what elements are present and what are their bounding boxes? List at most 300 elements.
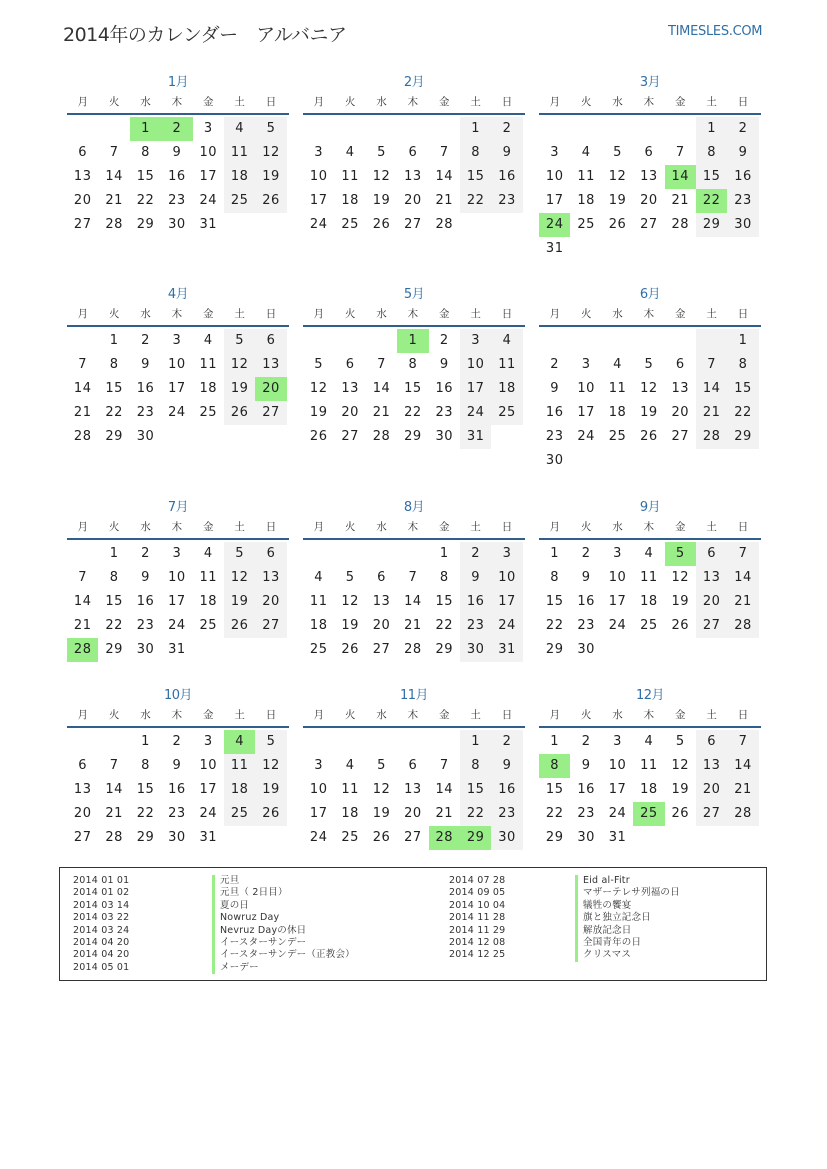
- day-cell: 6: [696, 542, 727, 566]
- month-9: [539, 499, 761, 662]
- day-cell: 18: [341, 193, 359, 208]
- day-cell: 29: [696, 213, 727, 237]
- empty-cell: [602, 329, 633, 353]
- day-cell: 19: [372, 806, 391, 821]
- holiday-dates-left: [73, 875, 183, 974]
- day-cell: 18: [640, 782, 658, 797]
- day-cell: 24: [168, 618, 186, 633]
- empty-cell: [98, 730, 129, 754]
- day-cell: 18: [577, 193, 595, 208]
- empty-cell: [633, 449, 664, 473]
- day-cell: 9: [172, 145, 182, 160]
- day-cell: 1: [130, 117, 161, 141]
- weekday-label: 金: [203, 521, 214, 533]
- day-cell: 21: [73, 405, 92, 420]
- empty-cell: [303, 730, 334, 754]
- day-cell: 7: [439, 145, 449, 160]
- day-cell: 2: [550, 357, 560, 372]
- day-cell: 21: [435, 806, 454, 821]
- day-cell: 8: [539, 754, 570, 778]
- day-cell: 13: [404, 782, 422, 797]
- weekday-header: [539, 304, 761, 327]
- day-cell: 27: [671, 429, 690, 444]
- day-cell: 10: [309, 169, 328, 184]
- holiday-name: メーデー: [212, 962, 432, 974]
- day-cell: 24: [608, 806, 627, 821]
- day-cell: 3: [314, 145, 324, 160]
- day-cell: 13: [696, 754, 727, 778]
- day-cell: 5: [255, 117, 286, 141]
- day-cell: 4: [203, 333, 213, 348]
- month-name: 4月: [167, 287, 189, 302]
- day-cell: 14: [665, 165, 696, 189]
- day-cell: 7: [109, 145, 119, 160]
- weekday-label: 金: [439, 308, 450, 320]
- day-cell: 14: [73, 594, 92, 609]
- weekday-label: 土: [470, 96, 481, 108]
- weekday-label: 日: [737, 709, 749, 721]
- weekday-header: [539, 517, 761, 540]
- empty-cell: [696, 638, 727, 662]
- day-cell: 27: [73, 217, 92, 232]
- weekday-label: 火: [108, 96, 120, 108]
- empty-cell: [633, 329, 664, 353]
- day-cell: 17: [168, 381, 186, 396]
- day-cell: 31: [545, 241, 564, 256]
- weekday-label: 火: [580, 308, 592, 320]
- day-cell: 16: [168, 782, 186, 797]
- day-cell: 16: [491, 778, 522, 802]
- day-cell: 14: [727, 566, 758, 590]
- holiday-date: 2014 05 01: [73, 961, 130, 973]
- day-cell: 7: [675, 145, 685, 160]
- weekday-label: 金: [675, 521, 686, 533]
- weekday-label: 土: [234, 308, 245, 320]
- day-cell: 18: [640, 594, 658, 609]
- day-cell: 29: [460, 826, 491, 850]
- day-cell: 15: [105, 381, 123, 396]
- day-cell: 10: [577, 381, 595, 396]
- holiday-name: 元旦（ 2日目）: [212, 887, 432, 899]
- empty-cell: [696, 826, 727, 850]
- day-cell: 11: [309, 594, 328, 609]
- empty-cell: [334, 117, 365, 141]
- empty-cell: [633, 826, 664, 850]
- day-cell: 3: [203, 734, 213, 749]
- day-cell: 21: [435, 193, 454, 208]
- month-4: [67, 286, 289, 449]
- empty-cell: [224, 213, 255, 237]
- empty-cell: [539, 329, 570, 353]
- empty-cell: [602, 449, 633, 473]
- month-7: [67, 499, 289, 662]
- day-cell: 7: [109, 758, 119, 773]
- day-cell: 26: [224, 614, 255, 638]
- day-cell: 20: [255, 590, 286, 614]
- day-cell: 19: [341, 618, 359, 633]
- day-cell: 15: [727, 377, 758, 401]
- month-name: 1月: [167, 75, 189, 90]
- day-cell: 26: [309, 429, 328, 444]
- weekday-label: 月: [77, 709, 88, 721]
- day-cell: 25: [491, 401, 522, 425]
- empty-cell: [161, 425, 192, 449]
- weekday-label: 日: [265, 521, 277, 533]
- day-cell: 9: [727, 141, 758, 165]
- day-cell: 27: [404, 830, 422, 845]
- day-cell: 22: [404, 405, 422, 420]
- day-cell: 7: [727, 542, 758, 566]
- weekday-label: 金: [675, 96, 686, 108]
- weekday-header: [303, 92, 525, 115]
- day-cell: 1: [109, 333, 119, 348]
- day-cell: 15: [460, 778, 491, 802]
- day-cell: 9: [172, 758, 182, 773]
- day-cell: 1: [397, 329, 428, 353]
- day-cell: 8: [141, 758, 150, 773]
- day-grid: [67, 542, 289, 662]
- day-cell: 19: [671, 594, 690, 609]
- day-cell: 11: [491, 353, 522, 377]
- day-cell: 7: [377, 357, 386, 372]
- day-cell: 6: [345, 357, 355, 372]
- day-cell: 16: [577, 594, 595, 609]
- weekday-label: 木: [643, 521, 655, 533]
- weekday-label: 火: [108, 308, 120, 320]
- day-cell: 20: [696, 778, 727, 802]
- weekday-label: 月: [313, 709, 324, 721]
- empty-cell: [491, 425, 522, 449]
- day-cell: 27: [372, 642, 391, 657]
- day-cell: 22: [105, 405, 123, 420]
- empty-cell: [366, 542, 397, 566]
- empty-cell: [67, 329, 98, 353]
- day-cell: 12: [255, 141, 286, 165]
- month-10: [67, 687, 289, 850]
- day-cell: 22: [545, 806, 564, 821]
- day-cell: 3: [460, 329, 491, 353]
- day-cell: 10: [545, 169, 564, 184]
- day-cell: 23: [168, 806, 186, 821]
- day-cell: 30: [577, 642, 595, 657]
- weekday-label: 日: [265, 709, 277, 721]
- day-cell: 5: [377, 758, 386, 773]
- day-grid: [67, 730, 289, 850]
- day-cell: 18: [608, 405, 627, 420]
- day-cell: 18: [199, 381, 218, 396]
- holiday-list: [59, 867, 767, 981]
- holiday-date: 2014 04 20: [73, 936, 130, 948]
- empty-cell: [570, 117, 601, 141]
- day-cell: 28: [671, 217, 690, 232]
- empty-cell: [665, 237, 696, 261]
- day-cell: 12: [372, 782, 391, 797]
- day-cell: 20: [696, 590, 727, 614]
- empty-cell: [334, 730, 365, 754]
- day-cell: 30: [727, 213, 758, 237]
- weekday-label: 日: [501, 521, 513, 533]
- empty-cell: [98, 117, 129, 141]
- empty-cell: [397, 117, 428, 141]
- day-cell: 6: [78, 758, 88, 773]
- holiday-name: イースターサンデー: [212, 937, 432, 949]
- day-cell: 25: [341, 217, 359, 232]
- day-cell: 20: [404, 193, 422, 208]
- empty-cell: [633, 117, 664, 141]
- day-cell: 7: [439, 758, 449, 773]
- day-cell: 16: [136, 381, 155, 396]
- empty-cell: [429, 117, 460, 141]
- day-cell: 27: [696, 802, 727, 826]
- day-cell: 26: [255, 802, 286, 826]
- day-cell: 12: [309, 381, 328, 396]
- day-cell: 22: [136, 193, 155, 208]
- empty-cell: [633, 638, 664, 662]
- day-cell: 2: [141, 333, 150, 348]
- holiday-date: 2014 09 05: [449, 887, 506, 899]
- day-cell: 25: [577, 217, 595, 232]
- day-cell: 4: [224, 117, 255, 141]
- day-cell: 7: [78, 570, 88, 585]
- day-cell: 13: [640, 169, 658, 184]
- day-cell: 14: [404, 594, 422, 609]
- day-cell: 11: [640, 570, 658, 585]
- day-cell: 16: [545, 405, 564, 420]
- weekday-label: 水: [140, 96, 151, 108]
- weekday-label: 木: [643, 96, 655, 108]
- weekday-label: 木: [407, 521, 419, 533]
- day-cell: 22: [435, 618, 454, 633]
- day-cell: 5: [224, 329, 255, 353]
- day-cell: 16: [136, 594, 155, 609]
- day-cell: 12: [671, 758, 690, 773]
- day-cell: 16: [727, 165, 758, 189]
- day-cell: 19: [309, 405, 328, 420]
- day-cell: 8: [460, 141, 491, 165]
- month-name: 7月: [167, 500, 189, 515]
- day-cell: 4: [644, 546, 654, 561]
- holiday-name: Nevruz Dayの休日: [212, 925, 432, 937]
- day-cell: 23: [435, 405, 454, 420]
- day-cell: 30: [136, 642, 155, 657]
- day-cell: 27: [73, 830, 92, 845]
- day-cell: 9: [141, 357, 150, 372]
- day-cell: 2: [439, 333, 449, 348]
- day-cell: 30: [435, 429, 454, 444]
- day-cell: 2: [581, 546, 591, 561]
- day-cell: 27: [255, 401, 286, 425]
- holiday-date: 2014 03 24: [73, 924, 130, 936]
- weekday-label: 土: [706, 521, 717, 533]
- month-name: 3月: [639, 75, 661, 90]
- month-name: 8月: [403, 500, 425, 515]
- day-cell: 6: [78, 145, 88, 160]
- day-cell: 4: [581, 145, 591, 160]
- day-cell: 6: [255, 542, 286, 566]
- weekday-label: 月: [313, 308, 324, 320]
- weekday-label: 水: [376, 96, 387, 108]
- day-cell: 5: [314, 357, 324, 372]
- day-cell: 22: [460, 802, 491, 826]
- day-cell: 4: [613, 357, 622, 372]
- empty-cell: [224, 826, 255, 850]
- day-cell: 21: [727, 778, 758, 802]
- day-cell: 20: [671, 405, 690, 420]
- day-cell: 26: [608, 217, 627, 232]
- holiday-name: Eid al-Fitr: [575, 875, 795, 887]
- empty-cell: [727, 826, 758, 850]
- day-cell: 6: [675, 357, 685, 372]
- day-cell: 10: [460, 353, 491, 377]
- day-cell: 5: [255, 730, 286, 754]
- weekday-label: 金: [203, 709, 214, 721]
- day-cell: 12: [608, 169, 627, 184]
- day-cell: 26: [671, 806, 690, 821]
- day-grid: [67, 329, 289, 449]
- day-cell: 12: [372, 169, 391, 184]
- day-cell: 10: [608, 570, 627, 585]
- brand-logo[interactable]: TIMESLES.COM: [668, 24, 763, 39]
- empty-cell: [67, 730, 98, 754]
- day-cell: 24: [168, 405, 186, 420]
- day-cell: 30: [460, 638, 491, 662]
- day-cell: 2: [141, 546, 150, 561]
- day-cell: 31: [199, 830, 218, 845]
- weekday-label: 月: [549, 308, 560, 320]
- day-cell: 17: [577, 405, 595, 420]
- holiday-name: 夏の日: [212, 900, 432, 912]
- day-cell: 9: [550, 381, 560, 396]
- month-name: 10月: [163, 688, 193, 703]
- empty-cell: [696, 329, 727, 353]
- holiday-date: 2014 01 02: [73, 887, 130, 899]
- day-cell: 11: [640, 758, 658, 773]
- day-cell: 18: [341, 806, 359, 821]
- month-1: [67, 74, 289, 237]
- day-cell: 17: [608, 782, 627, 797]
- weekday-label: 水: [612, 308, 623, 320]
- day-cell: 28: [105, 217, 123, 232]
- day-cell: 22: [696, 189, 727, 213]
- day-cell: 26: [224, 401, 255, 425]
- day-cell: 14: [727, 754, 758, 778]
- day-cell: 25: [309, 642, 328, 657]
- day-cell: 3: [491, 542, 522, 566]
- day-cell: 10: [199, 758, 218, 773]
- day-cell: 1: [550, 734, 560, 749]
- weekday-label: 水: [140, 709, 151, 721]
- day-cell: 22: [460, 189, 491, 213]
- day-cell: 23: [460, 614, 491, 638]
- empty-cell: [193, 638, 224, 662]
- day-cell: 12: [224, 566, 255, 590]
- day-cell: 26: [341, 642, 359, 657]
- weekday-label: 日: [737, 308, 749, 320]
- day-cell: 8: [727, 353, 758, 377]
- empty-cell: [633, 237, 664, 261]
- day-cell: 13: [73, 782, 92, 797]
- empty-cell: [665, 329, 696, 353]
- day-cell: 5: [665, 542, 696, 566]
- day-cell: 8: [109, 357, 119, 372]
- day-cell: 16: [491, 165, 522, 189]
- weekday-label: 木: [407, 308, 419, 320]
- empty-cell: [303, 542, 334, 566]
- day-cell: 28: [435, 217, 454, 232]
- day-cell: 28: [404, 642, 422, 657]
- day-cell: 12: [341, 594, 359, 609]
- day-cell: 3: [172, 333, 182, 348]
- holiday-date: 2014 03 22: [73, 912, 130, 924]
- day-cell: 3: [203, 121, 213, 136]
- day-cell: 26: [372, 830, 391, 845]
- month-5: [303, 286, 525, 449]
- day-cell: 19: [224, 377, 255, 401]
- day-cell: 24: [608, 618, 627, 633]
- empty-cell: [67, 117, 98, 141]
- empty-cell: [602, 638, 633, 662]
- day-cell: 19: [255, 165, 286, 189]
- day-cell: 19: [255, 778, 286, 802]
- day-cell: 20: [372, 618, 391, 633]
- day-cell: 21: [73, 618, 92, 633]
- day-cell: 11: [341, 782, 359, 797]
- day-cell: 25: [199, 405, 218, 420]
- holiday-name: 解放記念日: [575, 925, 795, 937]
- day-cell: 13: [404, 169, 422, 184]
- day-cell: 29: [105, 429, 123, 444]
- weekday-label: 土: [234, 709, 245, 721]
- weekday-label: 木: [171, 709, 183, 721]
- holiday-name: 旗と独立記念日: [575, 912, 795, 924]
- day-cell: 5: [224, 542, 255, 566]
- day-cell: 28: [105, 830, 123, 845]
- day-cell: 10: [168, 570, 186, 585]
- empty-cell: [224, 638, 255, 662]
- weekday-label: 木: [643, 709, 655, 721]
- weekday-label: 水: [612, 709, 623, 721]
- weekday-label: 月: [549, 521, 560, 533]
- day-cell: 15: [545, 782, 564, 797]
- month-2: [303, 74, 525, 237]
- day-cell: 8: [141, 145, 150, 160]
- day-cell: 12: [671, 570, 690, 585]
- weekday-header: [539, 705, 761, 728]
- holiday-date: 2014 01 01: [73, 875, 130, 886]
- weekday-label: 月: [77, 521, 88, 533]
- day-grid: [303, 117, 525, 237]
- day-cell: 28: [727, 802, 758, 826]
- weekday-label: 日: [501, 308, 513, 320]
- weekday-header: [67, 304, 289, 327]
- day-cell: 17: [460, 377, 491, 401]
- weekday-label: 金: [675, 308, 686, 320]
- day-cell: 11: [577, 169, 595, 184]
- day-cell: 2: [581, 734, 591, 749]
- day-cell: 25: [608, 429, 627, 444]
- day-cell: 23: [168, 193, 186, 208]
- day-cell: 6: [408, 758, 418, 773]
- day-cell: 22: [136, 806, 155, 821]
- empty-cell: [665, 826, 696, 850]
- day-cell: 14: [73, 381, 92, 396]
- day-cell: 20: [404, 806, 422, 821]
- weekday-header: [67, 705, 289, 728]
- holiday-date: 2014 11 29: [449, 924, 506, 936]
- holiday-names-right: [575, 875, 795, 962]
- day-cell: 19: [224, 590, 255, 614]
- day-cell: 21: [372, 405, 391, 420]
